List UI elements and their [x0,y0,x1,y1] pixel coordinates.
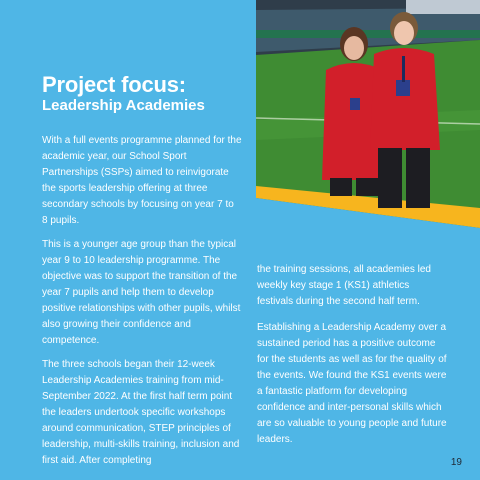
right-column [257,262,447,458]
paragraph: With a full events programme planned for the academic year, our School Sport Partnerships (SSPs) aimed to reinvigorate the sports leadership offering at three secondary schools by focusing on year 7 to 8 pupils. [42,135,242,226]
stadium-photo [256,0,480,228]
paragraph: The three schools began their 12-week Leadership Academies training from mid-September 2022. At the first half term point the leaders undertook specific workshops around communication, STEP principles of leadership, multi-skills training, inclusion and first aid. After completing [42,359,240,466]
page-subtitle: Leadership Academies [42,97,205,114]
page-title: Project focus: [42,72,186,97]
paragraph: the training sessions, all academies led weekly key stage 1 (KS1) athletics festivals during the second half term. [257,264,431,307]
paragraph: Establishing a Leadership Academy over a sustained period has a positive outcome for the students as well as for the quality of the events. We found the KS1 events were a fantastic platform for developing confidence and inter-personal skills which are so valuable to young people and future leaders. [257,322,447,445]
left-column [42,133,242,477]
page-number: 19 [450,457,462,468]
paragraph: This is a younger age group than the typical year 9 to 10 leadership programme. The objective was to support the transition of the year 7 pupils and help them to develop positive relationships with other pupils, whilst also growing their confidence and competence. [42,239,241,346]
